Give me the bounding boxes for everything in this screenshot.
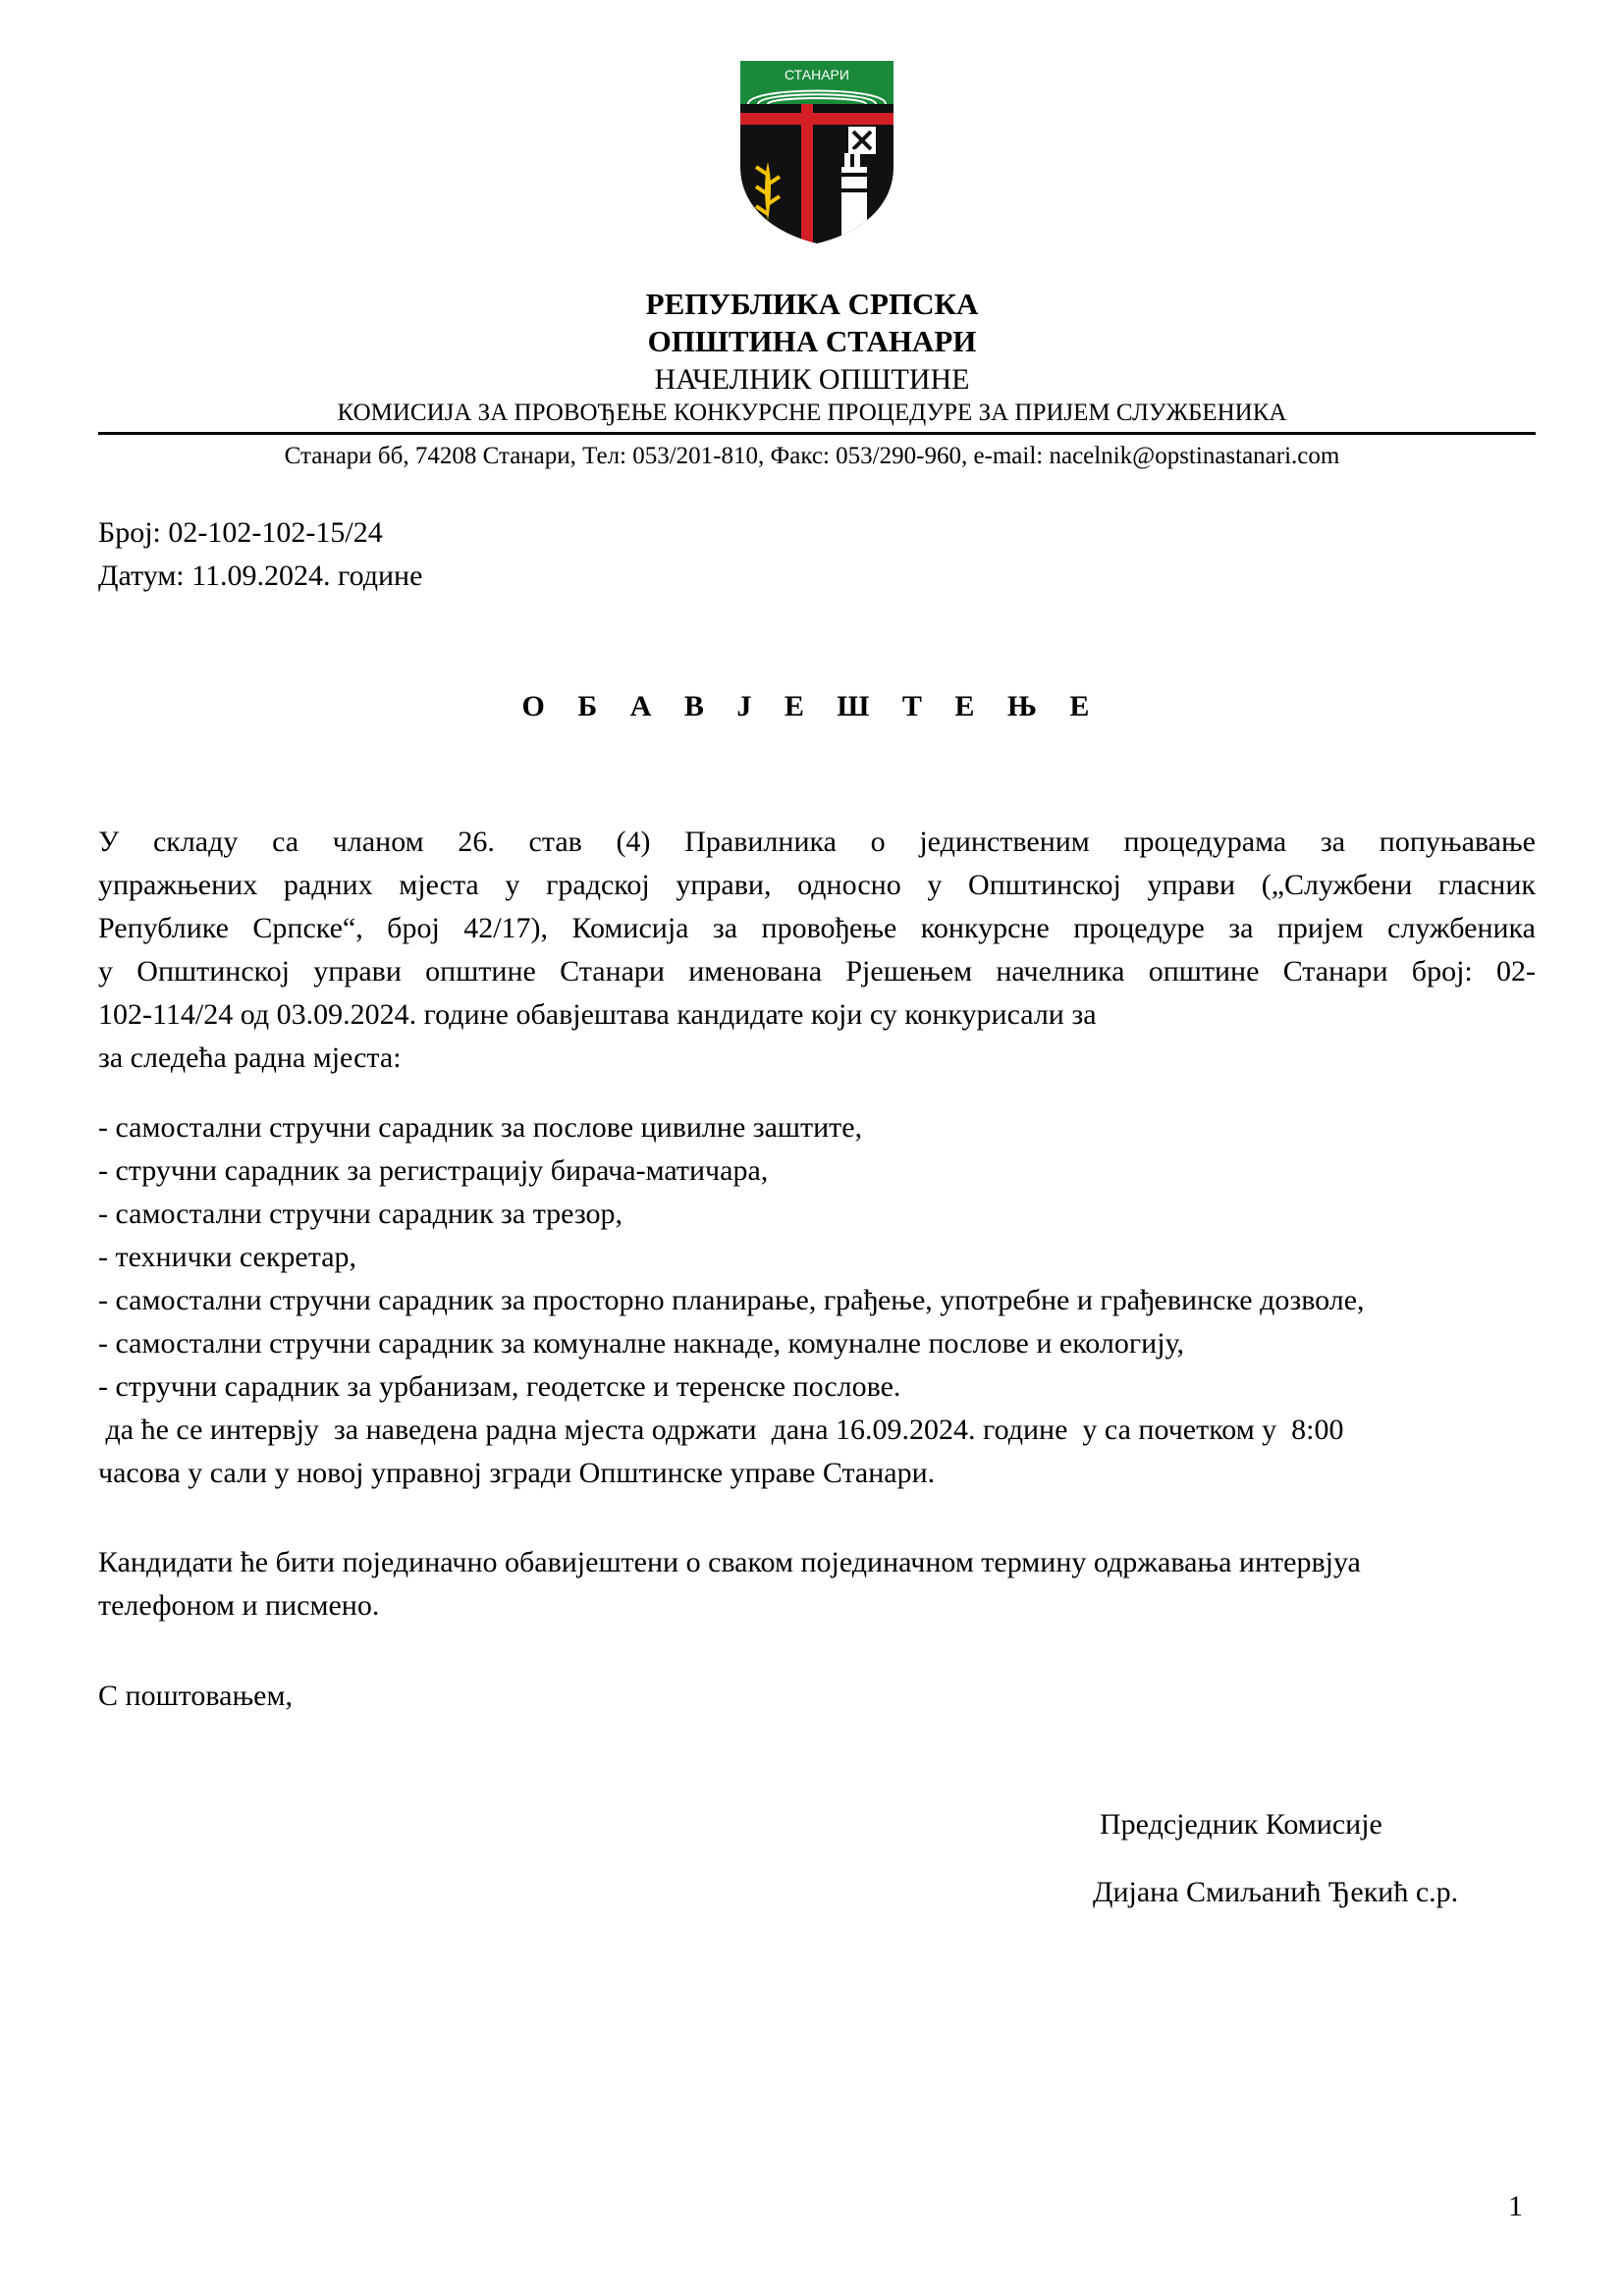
intro-line: У складу са чланом 26. став (4) Правилника о јединственим процедурама за попуњавање [98, 826, 1536, 858]
header-contact: Станари бб, 74208 Станари, Тел: 053/201-810, Факс: 053/290-960, e-mail: nacelnik@opstinastanari.com [284, 443, 1340, 469]
candidates-line: Кандидати ће бити појединачно обавијештени о сваком појединачном термину одржавања интервјуа [98, 1546, 1361, 1578]
interview-line: да ће се интервју за наведена радна мјеста одржати дана 16.09.2024. године у са почетком у 8:00 [98, 1414, 1344, 1446]
intro-line: 102-114/24 од 03.09.2024. године обавјештава кандидате који су конкурисали за [98, 998, 1097, 1031]
document-number: Број: 02-102-102-15/24 [98, 516, 383, 549]
candidates-line: телефоном и писмено. [98, 1589, 380, 1622]
list-item: - самостални стручни сарадник за просторно планирање, грађење, употребне и грађевинске дозволе, [98, 1284, 1365, 1316]
intro-line: за следећа радна мјеста: [98, 1041, 402, 1074]
list-item: - стручни сарадник за урбанизам, геодетске и теренске послове. [98, 1370, 901, 1403]
header-mayor: НАЧЕЛНИК ОПШТИНЕ [654, 363, 970, 396]
list-item: - технички секретар, [98, 1241, 357, 1273]
list-item: - самостални стручни сарадник за послове цивилне заштите, [98, 1111, 863, 1144]
municipality-crest-icon [738, 59, 895, 245]
page-number: 1 [1508, 2190, 1523, 2222]
document-date: Датум: 11.09.2024. године [98, 560, 423, 592]
candidates-paragraph [98, 1541, 1536, 1628]
svg-text:СТАНАРИ: СТАНАРИ [785, 67, 849, 82]
intro-line: Републике Српске“, број 42/17), Комисија за провођење конкурсне процедуре за пријем службеника [98, 912, 1536, 944]
notice-title: О Б А В Ј Е Ш Т Е Њ Е [521, 690, 1103, 722]
list-item: - самостални стручни сарадник за трезор, [98, 1198, 623, 1230]
header-republic: РЕПУБЛИКА СРПСКА [645, 287, 979, 321]
interview-paragraph [98, 1409, 1344, 1495]
header-commission: КОМИСИЈА ЗА ПРОВОЂЕЊЕ КОНКУРСНЕ ПРОЦЕДУРЕ ЗА ПРИЈЕМ СЛУЖБЕНИКА [337, 400, 1287, 426]
header-divider [98, 432, 1536, 435]
signature-name: Дијана Смиљанић Ђекић с.р. [1093, 1876, 1459, 1908]
intro-line: у Општинској управи општине Станари именована Рјешењем начелника општине Станари број: 02- [98, 955, 1536, 988]
intro-paragraph [98, 821, 1536, 1080]
signature-role: Предсједник Комисије [1100, 1808, 1382, 1841]
positions-list [98, 1106, 1365, 1409]
interview-line: часова у сали у новој управној згради Општинске управе Станари. [98, 1457, 936, 1489]
header-municipality: ОПШТИНА СТАНАРИ [647, 324, 977, 358]
intro-line: упражњених радних мјеста у градској управи, односно у Општинској управи („Службени гласник [98, 869, 1536, 901]
closing-text: С поштовањем, [98, 1680, 293, 1712]
list-item: - стручни сарадник за регистрацију бирача-матичара, [98, 1154, 769, 1187]
list-item: - самостални стручни сарадник за комуналне накнаде, комуналне послове и екологију, [98, 1327, 1185, 1360]
